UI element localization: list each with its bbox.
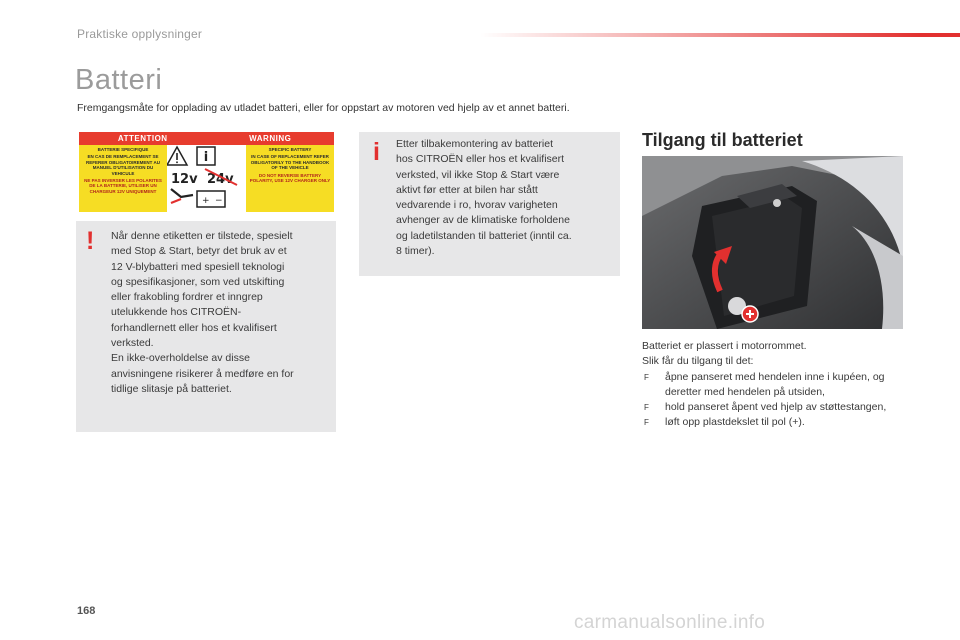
page-number: 168 — [77, 605, 96, 617]
svg-text:i: i — [203, 150, 209, 165]
warning-note — [76, 221, 336, 432]
svg-text:−: − — [215, 196, 223, 206]
label-warning: WARNING — [249, 134, 292, 143]
label-left-bottom: NE PAS INVERSER LES POLARITES DE LA BATTERIE, UTILISER UN CHARGEUR 12V UNIQUEMENT — [84, 178, 162, 194]
access-line-1: Batteriet er plassert i motorrommet. — [642, 340, 807, 352]
bullet-icon: F — [644, 372, 649, 382]
warning-triangle-icon — [167, 147, 187, 165]
label-french-text — [79, 145, 167, 212]
manual-book-icon — [197, 147, 215, 165]
list-item — [642, 370, 902, 401]
volt-no: 24v — [207, 172, 234, 187]
label-right-bottom: DO NOT REVERSE BATTERY POLARITY, USE 12V CHARGER ONLY — [249, 172, 331, 184]
label-pictograms — [167, 145, 246, 212]
access-line-2: Slik får du tilgang til det: — [642, 355, 754, 368]
svg-text:+: + — [202, 196, 210, 206]
bullet-icon: F — [644, 418, 649, 428]
warning-note-text: Når denne etiketten er tilstede, spesielt med Stop & Start, betyr det bruk av et 12 V-blybatteri med spesiell teknologi og spesifikasjoner, som ved utskifting eller frakobling fordrer et inngrep utelukkende hos CITROËN- forhandlernett eller hos et kvalifisert verksted. En ikke-overholdelse av disse anvisningene risikerer å medføre en for tidlige slitasje på batteriet. — [111, 230, 294, 395]
access-instructions — [642, 339, 902, 431]
header-accent-line — [480, 33, 960, 37]
step-text: åpne panseret med hendelen inne i kupéen, og deretter med hendelen på utsiden, — [665, 370, 885, 398]
battery-engine-photo — [642, 156, 903, 329]
volt-ok: 12v — [171, 172, 198, 187]
watermark: carmanualsonline.info — [574, 612, 766, 633]
exclamation-icon: ! — [86, 227, 95, 255]
steps-list — [642, 370, 902, 431]
info-note — [359, 132, 620, 276]
label-left-text: EN CAS DE REMPLACEMENT SE REFERER OBLIGATOIREMENT AU MANUEL D'UTILISATION DU VEHICULE — [86, 154, 160, 176]
label-left-title: BATTERIE SPECIFIQUE — [97, 147, 149, 152]
page-title: Batteri — [75, 64, 163, 96]
step-text: hold panseret åpent ved hjelp av støttestangen, — [665, 401, 887, 414]
label-english-text — [246, 145, 334, 212]
jump-cable-icon — [171, 189, 225, 207]
positive-terminal-icon — [742, 306, 758, 322]
label-right-text: IN CASE OF REPLACEMENT REFER OBLIGATORILY TO THE HANDBOOK OF THE VEHICLE — [250, 154, 330, 171]
step-text: løft opp plastdekslet til pol (+). — [665, 416, 805, 429]
list-item — [642, 400, 902, 415]
label-attention: ATTENTION — [117, 134, 168, 143]
info-icon: i — [373, 138, 380, 166]
intro-text: Fremgangsmåte for opplading av utladet batteri, eller for oppstart av motoren ved hjelp av et annet batteri. — [77, 102, 570, 114]
info-note-text: Etter tilbakemontering av batteriet hos CITROËN eller hos et kvalifisert verksted, vil ikke Stop & Start være aktivt før etter at bilen har stått vedvarende i ro, hvorav varigheten avhenger av de klimatiske forholdene og ladetilstanden til batteriet (inntil ca. 8 timer). — [396, 138, 572, 258]
bullet-icon: F — [644, 403, 649, 413]
list-item — [642, 415, 902, 430]
section-label: Praktiske opplysninger — [77, 27, 203, 41]
access-heading: Tilgang til batteriet — [642, 130, 803, 150]
label-right-title: SPECIFIC BATTERY — [268, 147, 312, 152]
battery-warning-label — [79, 132, 334, 212]
